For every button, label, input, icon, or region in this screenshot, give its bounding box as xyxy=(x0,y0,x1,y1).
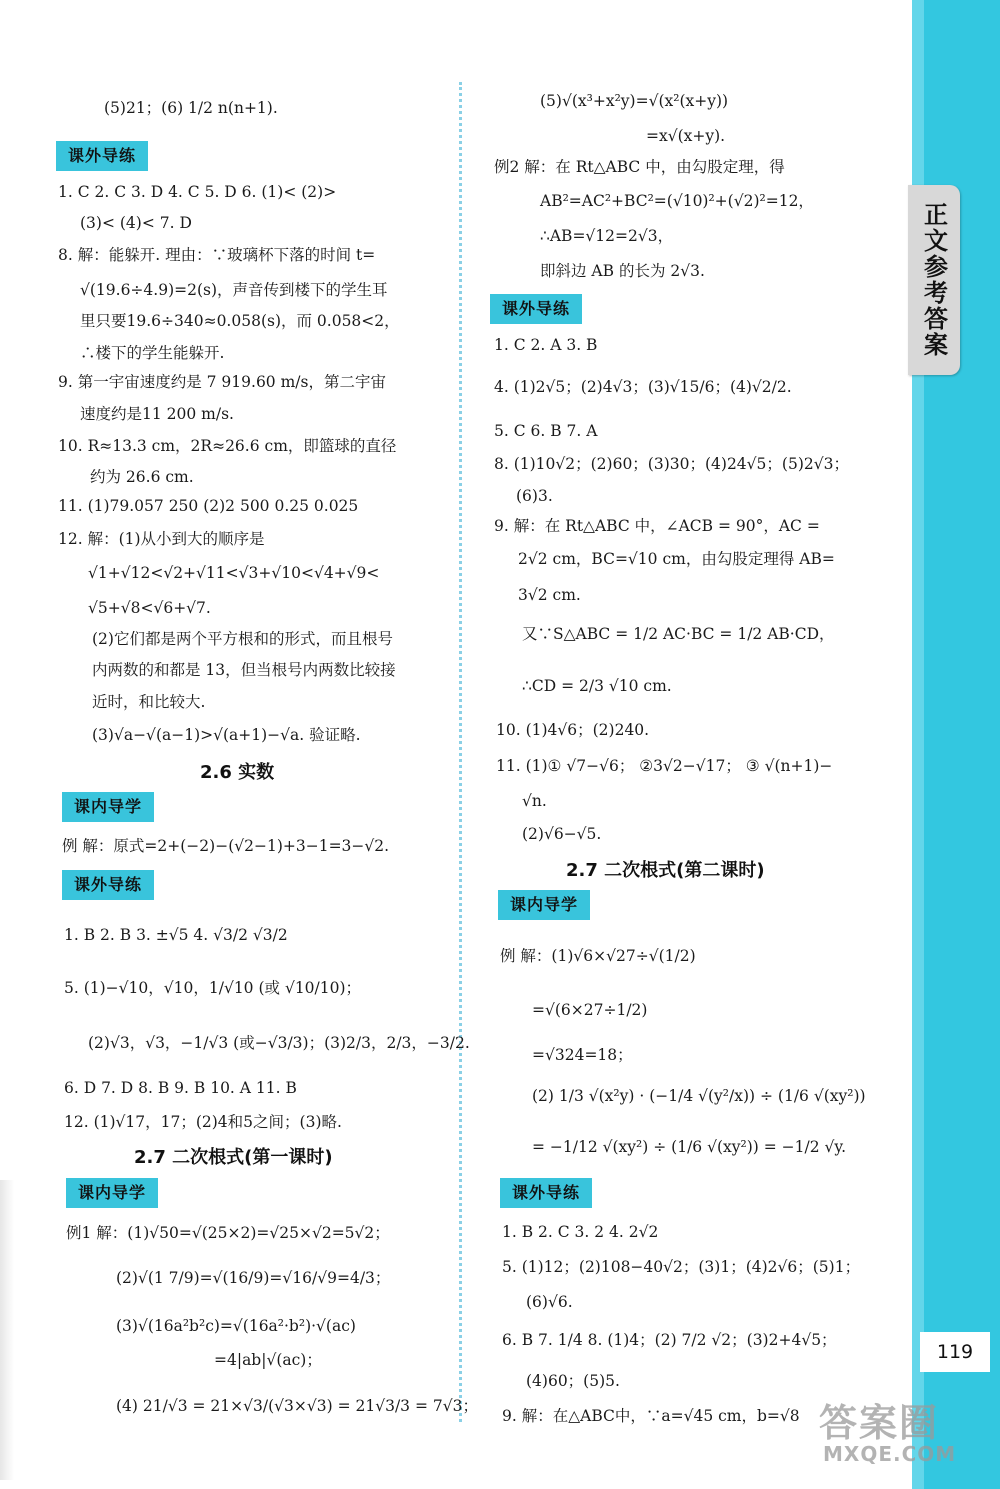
watermark-url: MXQE.COM xyxy=(823,1442,957,1466)
section-heading: 2.7 二次根式(第一课时) xyxy=(134,1147,333,1168)
answer-line: √(19.6÷4.9)=2(s)，声音传到楼下的学生耳 xyxy=(80,281,388,299)
answer-line: 3√2 cm. xyxy=(518,586,581,604)
answer-line: 12. (1)√17，17；(2)4和5之间；(3)略. xyxy=(64,1113,342,1131)
answer-line: 4. (1)2√5；(2)4√3；(3)√15/6；(4)√2/2. xyxy=(494,378,792,396)
watermark-text: 答案圈 xyxy=(819,1401,940,1445)
answer-line: (2)它们都是两个平方根和的形式，而且根号 xyxy=(92,630,393,648)
answer-line: (2) 1/3 √(x²y) · (−1/4 √(y²/x)) ÷ (1/6 √(xy²)) xyxy=(532,1087,866,1105)
section-badge: 课外导练 xyxy=(62,870,154,900)
section-tab xyxy=(908,185,960,375)
answer-line: 8. (1)10√2；(2)60；(3)30；(4)24√5；(5)2√3； xyxy=(494,455,849,473)
answer-line: (4)60；(5)5. xyxy=(526,1372,620,1390)
answer-line: = −1/12 √(xy²) ÷ (1/6 √(xy²)) = −1/2 √y. xyxy=(532,1138,847,1156)
answer-line: 11. (1)① √7−√6； ②3√2−√17； ③ √(n+1)− xyxy=(496,757,833,775)
answer-line: 5. C 6. B 7. A xyxy=(494,422,598,440)
answer-line: (2)√(1 7/9)=√(16/9)=√16/√9=4/3； xyxy=(116,1269,391,1287)
answer-line: 11. (1)79.057 250 (2)2 500 0.25 0.025 xyxy=(58,497,359,515)
answer-line: =√324=18； xyxy=(532,1046,633,1064)
answer-line: 约为 26.6 cm. xyxy=(90,468,194,486)
answer-line: √5+√8<√6+√7. xyxy=(88,599,211,617)
answer-line: ∴楼下的学生能躲开. xyxy=(80,344,225,362)
page-number: 119 xyxy=(920,1332,990,1372)
answer-line: =√(6×27÷1/2) xyxy=(532,1001,648,1019)
answer-line: 10. R≈13.3 cm，2R≈26.6 cm，即篮球的直径 xyxy=(58,437,397,455)
answer-line: 9. 解：在 Rt△ABC 中，∠ACB = 90°，AC = xyxy=(494,517,820,535)
answer-line: 5. (1)12；(2)108−40√2；(3)1；(4)2√6；(5)1； xyxy=(502,1258,861,1276)
answer-line: 例 解：(1)√6×√27÷√(1/2) xyxy=(500,947,696,965)
watermark xyxy=(815,1392,975,1470)
answer-line: 例2 解：在 Rt△ABC 中，由勾股定理，得 xyxy=(494,158,785,176)
answer-line: 1. C 2. C 3. D 4. C 5. D 6. (1)< (2)> xyxy=(58,183,337,201)
answer-line: √n. xyxy=(522,792,547,810)
answer-line: (2)√6−√5. xyxy=(522,825,602,843)
answer-line: 1. B 2. B 3. ±√5 4. √3/2 √3/2 xyxy=(64,926,288,944)
section-badge: 课内导学 xyxy=(62,792,154,822)
section-badge: 课外导练 xyxy=(56,141,148,171)
answer-line: 即斜边 AB 的长为 2√3. xyxy=(540,262,705,280)
section-badge: 课外导练 xyxy=(500,1178,592,1208)
answer-line: (3)√(16a²b²c)=√(16a²·b²)·√(ac) xyxy=(116,1317,356,1335)
answer-line: 1. B 2. C 3. 2 4. 2√2 xyxy=(502,1223,659,1241)
answer-line: 10. (1)4√6；(2)240. xyxy=(496,721,650,739)
section-badge: 课内导学 xyxy=(498,890,590,920)
answer-line: =x√(x+y). xyxy=(646,127,726,145)
answer-line: 9. 第一宇宙速度约是 7 919.60 m/s，第二宇宙 xyxy=(58,373,386,391)
answer-line: 8. 解：能躲开. 理由：∵玻璃杯下落的时间 t= xyxy=(58,246,376,264)
answer-line: (5)21；(6) 1/2 n(n+1). xyxy=(104,99,278,117)
answer-line: √1+√12<√2+√11<√3+√10<√4+√9< xyxy=(88,564,380,582)
answer-line: 内两数的和都是 13，但当根号内两数比较接 xyxy=(92,661,396,679)
answer-line: 2√2 cm，BC=√10 cm，由勾股定理得 AB= xyxy=(518,550,835,568)
column-divider xyxy=(459,82,462,1422)
answer-line: (4) 21/√3 = 21×√3/(√3×√3) = 21√3/3 = 7√3； xyxy=(116,1397,478,1415)
binding-shadow xyxy=(0,1180,14,1480)
answer-line: 6. B 7. 1/4 8. (1)4；(2) 7/2 √2；(3)2+4√5； xyxy=(502,1331,837,1349)
answer-line: (6)3. xyxy=(516,487,553,505)
answer-line: 例 解：原式=2+(−2)−(√2−1)+3−1=3−√2. xyxy=(62,837,390,855)
answer-line: (2)√3，√3，−1/√3 (或−√3/3)；(3)2/3，2/3，−3/2. xyxy=(88,1034,470,1052)
answer-line: 1. C 2. A 3. B xyxy=(494,336,598,354)
section-badge: 课内导学 xyxy=(66,1178,158,1208)
answer-line: (6)√6. xyxy=(526,1293,573,1311)
answer-line: (3)√a−√(a−1)>√(a+1)−√a. 验证略. xyxy=(92,726,361,744)
answer-line: (5)√(x³+x²y)=√(x²(x+y)) xyxy=(540,92,729,110)
answer-line: 近时，和比较大. xyxy=(92,693,206,711)
answer-line: 例1 解：(1)√50=√(25×2)=√25×√2=5√2； xyxy=(66,1224,390,1242)
answer-line: AB²=AC²+BC²=(√10)²+(√2)²=12， xyxy=(540,192,814,210)
answer-line: =4|ab|√(ac)； xyxy=(214,1351,322,1369)
answer-line: (3)< (4)< 7. D xyxy=(80,214,192,232)
answer-line: 速度约是11 200 m/s. xyxy=(80,405,234,423)
answer-line: 5. (1)−√10，√10，1/√10 (或 √10/10)； xyxy=(64,979,362,997)
answer-line: 6. D 7. D 8. B 9. B 10. A 11. B xyxy=(64,1079,297,1097)
answer-line: 9. 解：在△ABC中，∵a=√45 cm，b=√8 xyxy=(502,1407,800,1425)
section-heading: 2.7 二次根式(第二课时) xyxy=(566,860,765,881)
answer-line: ∴CD = 2/3 √10 cm. xyxy=(522,677,672,695)
answer-line: 又∵S△ABC = 1/2 AC·BC = 1/2 AB·CD， xyxy=(522,625,835,643)
answer-line: 12. 解：(1)从小到大的顺序是 xyxy=(58,530,265,548)
section-tab-label: 正文参考答案 xyxy=(919,202,948,358)
section-badge: 课外导练 xyxy=(490,294,582,324)
answer-line: ∴AB=√12=2√3， xyxy=(540,227,674,245)
section-heading: 2.6 实数 xyxy=(200,762,275,783)
answer-line: 里只要19.6÷340≈0.058(s)，而 0.058<2， xyxy=(80,312,400,330)
